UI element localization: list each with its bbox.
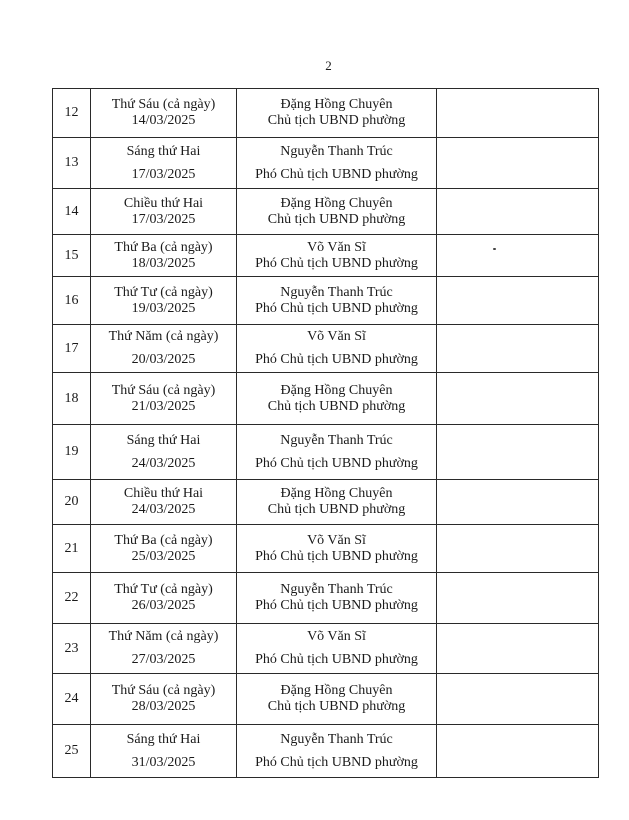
row-number-cell [53,573,91,624]
person-cell [237,480,437,525]
row-number-cell [53,525,91,573]
date-label: 17/03/2025 [131,166,196,182]
row-number: 24 [64,691,79,706]
date-cell [91,277,237,325]
note-cell [437,573,599,624]
person-name: Võ Văn Sĩ [307,239,366,255]
date-cell [91,373,237,425]
note-cell [437,674,599,725]
date-label: 25/03/2025 [131,548,196,564]
person-role: Phó Chủ tịch UBND phường [255,548,418,564]
table-row [53,89,599,138]
date-cell [91,480,237,525]
date-label: 31/03/2025 [131,754,196,770]
table-row [53,373,599,425]
scan-speck [493,248,496,250]
person-cell [237,573,437,624]
day-label: Sáng thứ Hai [126,731,201,747]
date-label: 26/03/2025 [131,598,196,613]
person-cell [237,277,437,325]
date-label: 24/03/2025 [131,502,196,517]
table-row [53,480,599,525]
day-label: Chiều thứ Hai [123,486,204,501]
day-label: Chiều thứ Hai [123,195,204,211]
person-role: Phó Chủ tịch UBND phường [255,754,418,770]
date-label: 20/03/2025 [131,352,196,367]
day-label: Thứ Sáu (cả ngày) [111,382,216,398]
person-cell [237,525,437,573]
note-cell [437,89,599,138]
person-cell [237,725,437,778]
row-number-cell [53,624,91,674]
table-row [53,277,599,325]
row-number: 23 [64,640,79,656]
note-cell [437,425,599,480]
row-number: 25 [64,743,79,758]
person-role: Chủ tịch UBND phường [267,699,406,714]
day-label: Thứ Tư (cả ngày) [114,284,213,300]
person-role: Phó Chủ tịch UBND phường [255,455,418,471]
person-name: Nguyễn Thanh Trúc [280,284,393,300]
person-cell [237,425,437,480]
table-row [53,725,599,778]
person-role: Phó Chủ tịch UBND phường [255,598,418,613]
person-cell [237,624,437,674]
table-row [53,235,599,277]
person-cell [237,325,437,373]
table-row [53,674,599,725]
row-number-cell [53,480,91,525]
person-role: Phó Chủ tịch UBND phường [255,166,418,182]
note-cell [437,325,599,373]
row-number-cell [53,138,91,189]
day-label: Thứ Năm (cả ngày) [108,629,219,644]
person-name: Nguyễn Thanh Trúc [280,731,393,747]
row-number-cell [53,373,91,425]
row-number: 16 [64,292,79,308]
date-label: 21/03/2025 [131,398,196,414]
table-row [53,325,599,373]
page-number: 2 [325,58,332,73]
date-cell [91,725,237,778]
table-row [53,425,599,480]
row-number: 19 [64,444,79,459]
person-name: Võ Văn Sĩ [307,329,366,344]
row-number: 14 [64,203,79,219]
person-name: Đặng Hồng Chuyên [280,486,393,501]
person-role: Chủ tịch UBND phường [267,398,406,414]
person-cell [237,189,437,235]
row-number-cell [53,277,91,325]
date-cell [91,189,237,235]
person-name: Đặng Hồng Chuyên [280,382,393,398]
person-cell [237,373,437,425]
person-name: Nguyễn Thanh Trúc [280,432,393,448]
date-label: 27/03/2025 [131,652,196,667]
day-label: Sáng thứ Hai [126,432,201,448]
date-label: 24/03/2025 [131,455,196,471]
person-name: Nguyễn Thanh Trúc [280,143,393,159]
row-number-cell [53,725,91,778]
date-cell [91,235,237,277]
date-label: 28/03/2025 [131,699,196,714]
date-label: 14/03/2025 [131,113,196,128]
row-number: 20 [64,494,79,509]
row-number: 21 [64,540,79,556]
date-cell [91,325,237,373]
note-cell [437,189,599,235]
date-label: 18/03/2025 [131,255,196,271]
day-label: Thứ Năm (cả ngày) [108,329,219,344]
row-number: 22 [64,590,79,605]
person-cell [237,235,437,277]
note-cell [437,235,599,277]
row-number-cell [53,235,91,277]
row-number-cell [53,325,91,373]
person-name: Võ Văn Sĩ [307,532,366,548]
date-label: 19/03/2025 [131,300,196,316]
duty-schedule-table [52,88,599,778]
table-row [53,189,599,235]
row-number: 17 [64,340,79,356]
row-number: 13 [64,155,79,170]
note-cell [437,277,599,325]
note-cell [437,480,599,525]
day-label: Thứ Ba (cả ngày) [114,532,213,548]
table-row [53,525,599,573]
person-name: Đặng Hồng Chuyên [280,195,393,211]
note-cell [437,525,599,573]
person-name: Võ Văn Sĩ [307,629,366,644]
row-number-cell [53,89,91,138]
person-role: Phó Chủ tịch UBND phường [255,352,418,367]
note-cell [437,373,599,425]
date-cell [91,624,237,674]
day-label: Thứ Sáu (cả ngày) [111,97,216,112]
note-cell [437,725,599,778]
person-name: Nguyễn Thanh Trúc [280,582,393,597]
date-cell [91,525,237,573]
day-label: Thứ Tư (cả ngày) [114,582,213,597]
row-number: 18 [64,390,79,406]
date-cell [91,425,237,480]
day-label: Thứ Ba (cả ngày) [114,239,213,255]
person-role: Phó Chủ tịch UBND phường [255,300,418,316]
person-role: Phó Chủ tịch UBND phường [255,255,418,271]
note-cell [437,138,599,189]
day-label: Thứ Sáu (cả ngày) [111,683,216,698]
person-role: Chủ tịch UBND phường [267,502,406,517]
person-cell [237,89,437,138]
note-cell [437,624,599,674]
person-name: Đặng Hồng Chuyên [280,97,393,112]
day-label: Sáng thứ Hai [126,143,201,159]
date-cell [91,138,237,189]
row-number-cell [53,189,91,235]
person-role: Phó Chủ tịch UBND phường [255,652,418,667]
row-number: 12 [64,105,79,120]
row-number-cell [53,674,91,725]
date-label: 17/03/2025 [131,211,196,227]
table-row [53,138,599,189]
table-row [53,624,599,674]
person-role: Chủ tịch UBND phường [267,211,406,227]
person-cell [237,674,437,725]
row-number: 15 [64,247,79,263]
table-row [53,573,599,624]
person-name: Đặng Hồng Chuyên [280,683,393,698]
date-cell [91,573,237,624]
row-number-cell [53,425,91,480]
person-cell [237,138,437,189]
date-cell [91,674,237,725]
date-cell [91,89,237,138]
person-role: Chủ tịch UBND phường [267,113,406,128]
